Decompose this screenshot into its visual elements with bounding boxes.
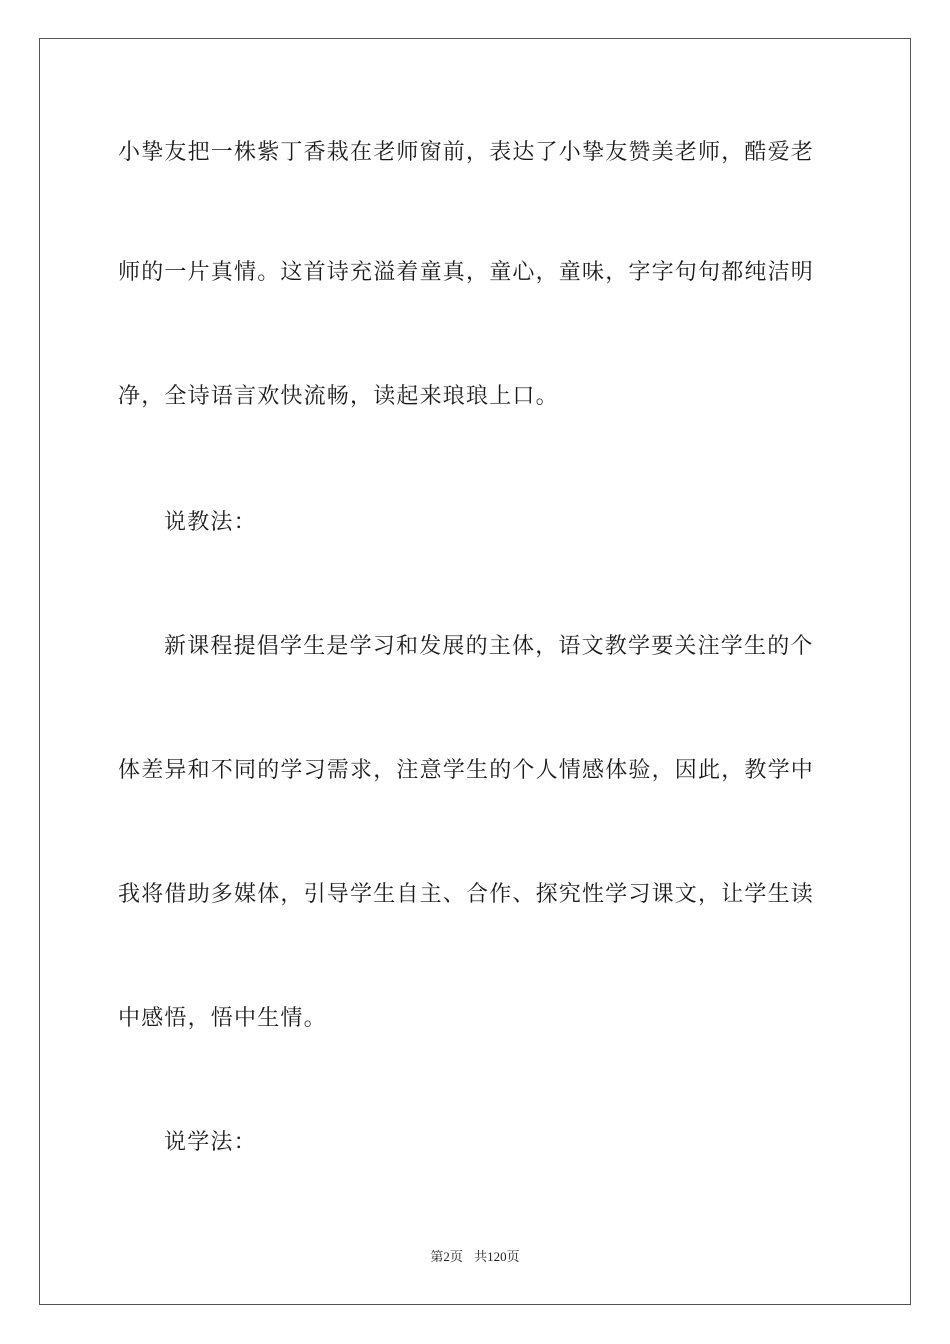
paragraph-line: 净，全诗语言欢快流畅，读起来琅琅上口。 [118,384,559,409]
section-heading-learning-method: 说学法： [164,1130,257,1155]
paragraph-line: 师的一片真情。这首诗充溢着童真，童心，童味，字字句句都纯洁明 [118,260,815,285]
paragraph-line: 中感悟，悟中生情。 [118,1006,327,1031]
section-heading-teaching-method: 说教法： [164,510,257,535]
page-number: 第2页 [430,1249,463,1264]
paragraph-line: 我将借助多媒体，引导学生自主、合作、探究性学习课文，让学生读 [118,882,815,907]
paragraph-line: 新课程提倡学生是学习和发展的主体，语文教学要关注学生的个 [164,634,814,659]
total-pages: 共120页 [474,1249,520,1264]
page-footer [0,1246,950,1265]
paragraph-line: 小挚友把一株紫丁香栽在老师窗前，表达了小挚友赞美老师，酷爱老 [118,140,815,165]
paragraph-line: 体差异和不同的学习需求，注意学生的个人情感体验，因此，教学中 [118,758,815,783]
page-frame [39,38,911,1305]
